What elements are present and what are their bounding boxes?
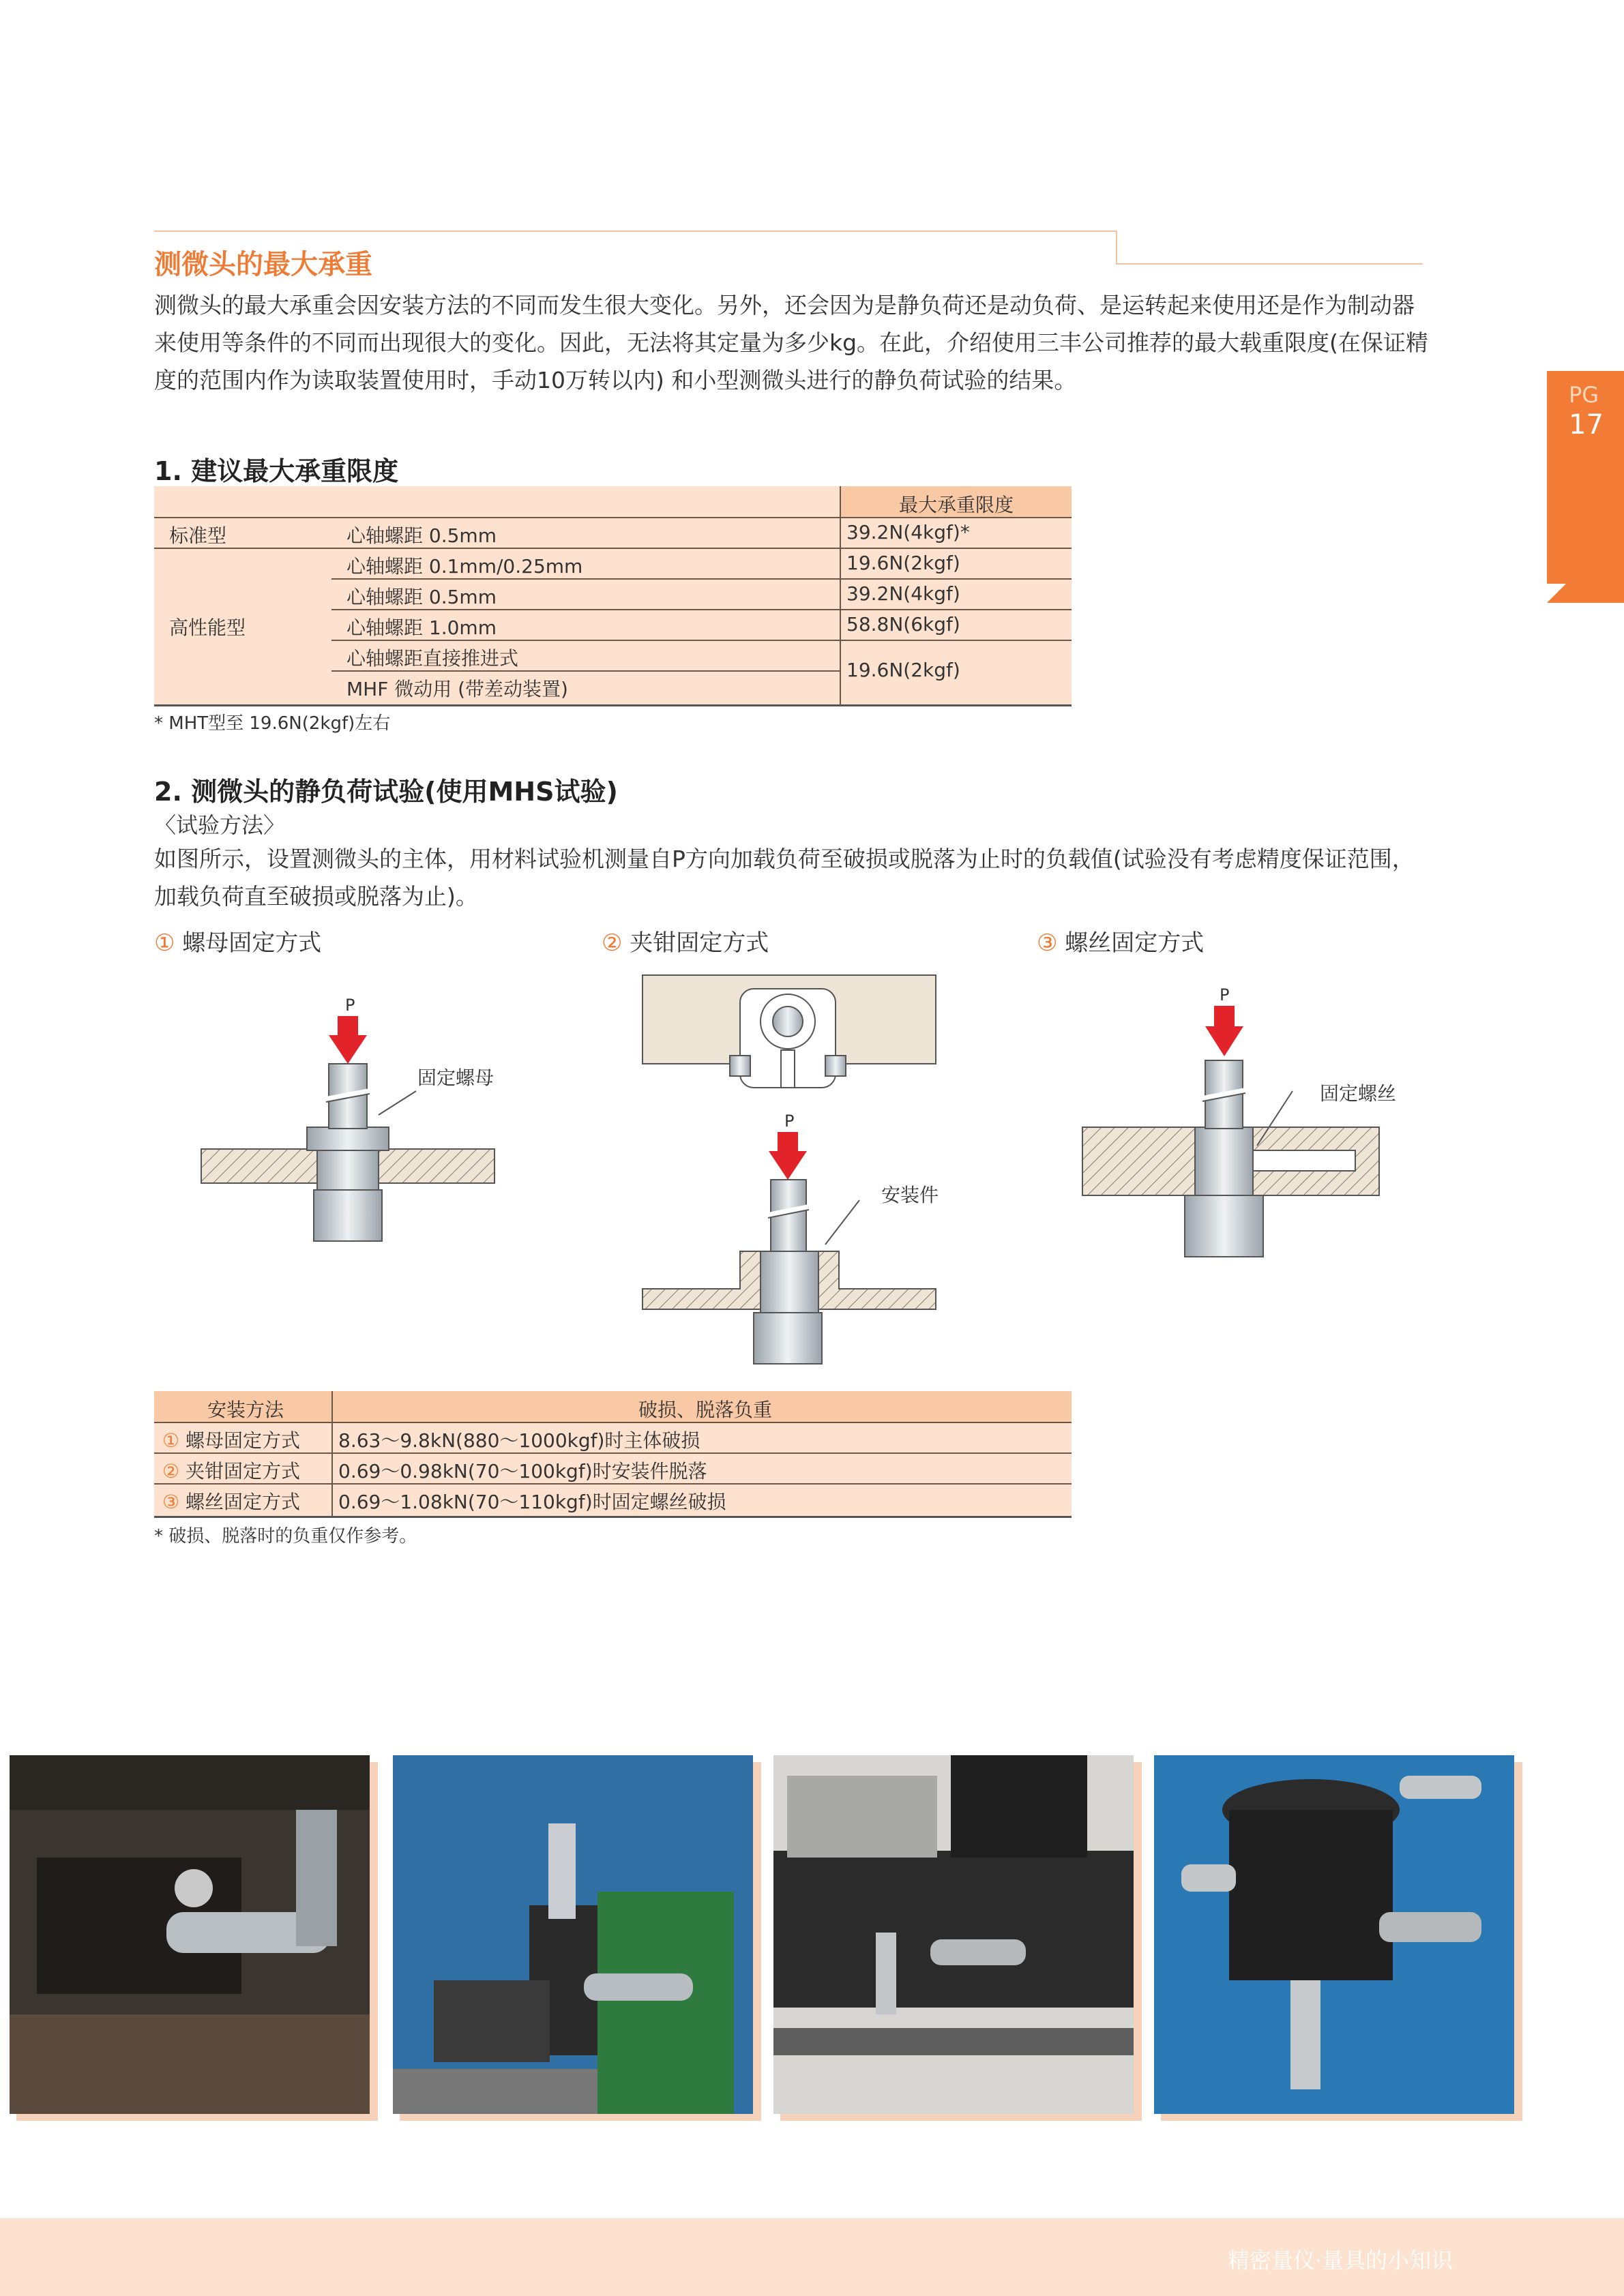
page-tab-notch bbox=[1547, 584, 1566, 603]
method-cell-num: ① bbox=[162, 1429, 180, 1452]
title-rule-step bbox=[1116, 230, 1117, 263]
clamp-screw-right bbox=[825, 1056, 846, 1076]
diagram-screw-fixing bbox=[1081, 972, 1397, 1258]
footer-title: 精密量仪·量具的小知识 bbox=[1228, 2248, 1453, 2273]
row-line bbox=[154, 1422, 1072, 1423]
fixing-nut bbox=[307, 1127, 389, 1150]
page-number: 17 bbox=[1569, 409, 1604, 441]
section1-heading: 1. 建议最大承重限度 bbox=[154, 456, 399, 486]
base-plate-right bbox=[379, 1149, 494, 1183]
base-plate-left bbox=[201, 1149, 317, 1183]
sleeve bbox=[1195, 1127, 1253, 1195]
max-load-cell: 58.8N(6kgf) bbox=[846, 613, 960, 636]
static-load-header bbox=[154, 1391, 1072, 1422]
spec-cell: MHF 微动用 (带差动装置) bbox=[346, 678, 568, 700]
max-load-cell: 19.6N(2kgf) bbox=[846, 552, 960, 574]
force-label: P bbox=[784, 1112, 795, 1131]
thimble bbox=[1185, 1195, 1263, 1257]
section2-heading: 2. 测微头的静负荷试验(使用MHS试验) bbox=[154, 777, 618, 807]
method-cell bbox=[162, 1487, 300, 1515]
max-load-cell: 39.2N(4kgf)* bbox=[846, 521, 970, 543]
method-cell bbox=[162, 1457, 300, 1484]
title-rule-right bbox=[1116, 263, 1423, 265]
load-cell: 0.69～0.98kN(70～100kgf)时安装件脱落 bbox=[338, 1460, 707, 1482]
method-2-text: 夹钳固定方式 bbox=[630, 929, 769, 957]
row-line bbox=[154, 517, 1072, 518]
thimble bbox=[754, 1313, 822, 1364]
spec-cell: 心轴螺距 0.1mm/0.25mm bbox=[346, 555, 583, 578]
method-1-label bbox=[154, 924, 321, 957]
header-load: 破损、脱落负重 bbox=[638, 1399, 773, 1421]
photo-blue-background-stage bbox=[393, 1755, 753, 2114]
sleeve bbox=[317, 1149, 379, 1190]
load-cell: 8.63～9.8kN(880～1000kgf)时主体破损 bbox=[338, 1429, 700, 1452]
static-load-table bbox=[154, 1391, 1072, 1518]
page-tab-label: PG bbox=[1569, 382, 1599, 408]
sleeve bbox=[761, 1251, 818, 1313]
max-load-cell: 19.6N(2kgf) bbox=[846, 659, 960, 681]
clamp-screw-left bbox=[730, 1056, 750, 1076]
spec-cell: 心轴螺距 1.0mm bbox=[346, 616, 497, 639]
spec-cell: 心轴螺距 0.5mm bbox=[346, 524, 497, 547]
load-cell: 0.69～1.08kN(70～110kgf)时固定螺丝破损 bbox=[338, 1491, 726, 1513]
clamp-slit bbox=[781, 1050, 795, 1088]
diagram-nut-fixing bbox=[198, 982, 525, 1241]
method-1-num: ① bbox=[154, 929, 175, 957]
type-standard: 标准型 bbox=[169, 524, 227, 547]
method-cell-text: 夹钳固定方式 bbox=[186, 1460, 301, 1482]
clamp-bore bbox=[773, 1007, 803, 1037]
type-high-performance: 高性能型 bbox=[169, 616, 246, 639]
force-label: P bbox=[345, 996, 355, 1015]
method-2-label bbox=[602, 924, 769, 957]
spec-cell: 心轴螺距 0.5mm bbox=[346, 586, 497, 608]
row-line bbox=[154, 548, 1072, 549]
header-method: 安装方法 bbox=[207, 1399, 284, 1421]
max-load-cell: 39.2N(4kgf) bbox=[846, 582, 960, 605]
method-cell-num: ③ bbox=[162, 1491, 180, 1513]
method-cell-text: 螺母固定方式 bbox=[186, 1429, 301, 1452]
method-2-num: ② bbox=[602, 929, 623, 957]
force-arrow bbox=[329, 1016, 367, 1064]
callout-line bbox=[825, 1200, 859, 1244]
thimble bbox=[314, 1190, 382, 1241]
photo-xy-stage-assembly bbox=[773, 1755, 1134, 2114]
base-plate-left bbox=[1082, 1127, 1195, 1195]
section2-note: * 破损、脱落时的负重仅作参考。 bbox=[154, 1526, 417, 1547]
section-title: 测微头的最大承重 bbox=[154, 249, 372, 280]
max-load-table bbox=[154, 486, 1072, 706]
callout-mounting-part: 安装件 bbox=[881, 1184, 939, 1206]
max-load-column-header: 最大承重限度 bbox=[899, 494, 1014, 516]
spindle bbox=[771, 1180, 806, 1255]
photo-rotary-xy-stage bbox=[1154, 1755, 1514, 2114]
callout-fixing-screw: 固定螺丝 bbox=[1320, 1082, 1397, 1105]
test-method-paragraph: 如图所示，设置测微头的主体，用材料试验机测量自P方向加载负荷至破损或脱落为止时的负载值(试验没有考虑精度保证范围，加载负荷直至破损或脱落为止)。 bbox=[154, 846, 1415, 910]
method-cell bbox=[162, 1426, 300, 1453]
title-rule bbox=[154, 230, 1116, 232]
col-line bbox=[840, 486, 841, 704]
force-arrow bbox=[769, 1132, 807, 1180]
photo-industrial-fixture bbox=[10, 1755, 370, 2114]
callout-line bbox=[379, 1091, 416, 1115]
callout-fixing-nut: 固定螺母 bbox=[417, 1067, 494, 1089]
force-label: P bbox=[1220, 985, 1230, 1004]
method-3-text: 螺丝固定方式 bbox=[1065, 929, 1205, 957]
spec-cell: 心轴螺距直接推进式 bbox=[346, 647, 519, 670]
test-method-label: 〈试验方法〉 bbox=[154, 812, 286, 838]
method-1-text: 螺母固定方式 bbox=[182, 929, 322, 957]
method-3-num: ③ bbox=[1037, 929, 1058, 957]
intro-paragraph: 测微头的最大承重会因安装方法的不同而发生很大变化。另外，还会因为是静负荷还是动负荷、是运转起来使用还是作为制动器来使用等条件的不同而出现很大的变化。因此，无法将其定量为多少kg。在此，介绍使用三丰公司推荐的最大载重限度(在保证精度的范围内作为读取装置使用时，手动10万转以内) 和小型测微头进行的静负荷试验的结果。 bbox=[154, 292, 1428, 393]
section1-note: * MHT型至 19.6N(2kgf)左右 bbox=[154, 713, 391, 734]
method-3-label bbox=[1037, 924, 1204, 957]
method-cell-num: ② bbox=[162, 1460, 180, 1482]
col-line bbox=[331, 1391, 333, 1516]
method-cell-text: 螺丝固定方式 bbox=[186, 1491, 301, 1513]
force-arrow bbox=[1205, 1006, 1243, 1056]
fixing-screw bbox=[1253, 1150, 1355, 1171]
diagram-clamp-fixing bbox=[641, 975, 941, 1364]
